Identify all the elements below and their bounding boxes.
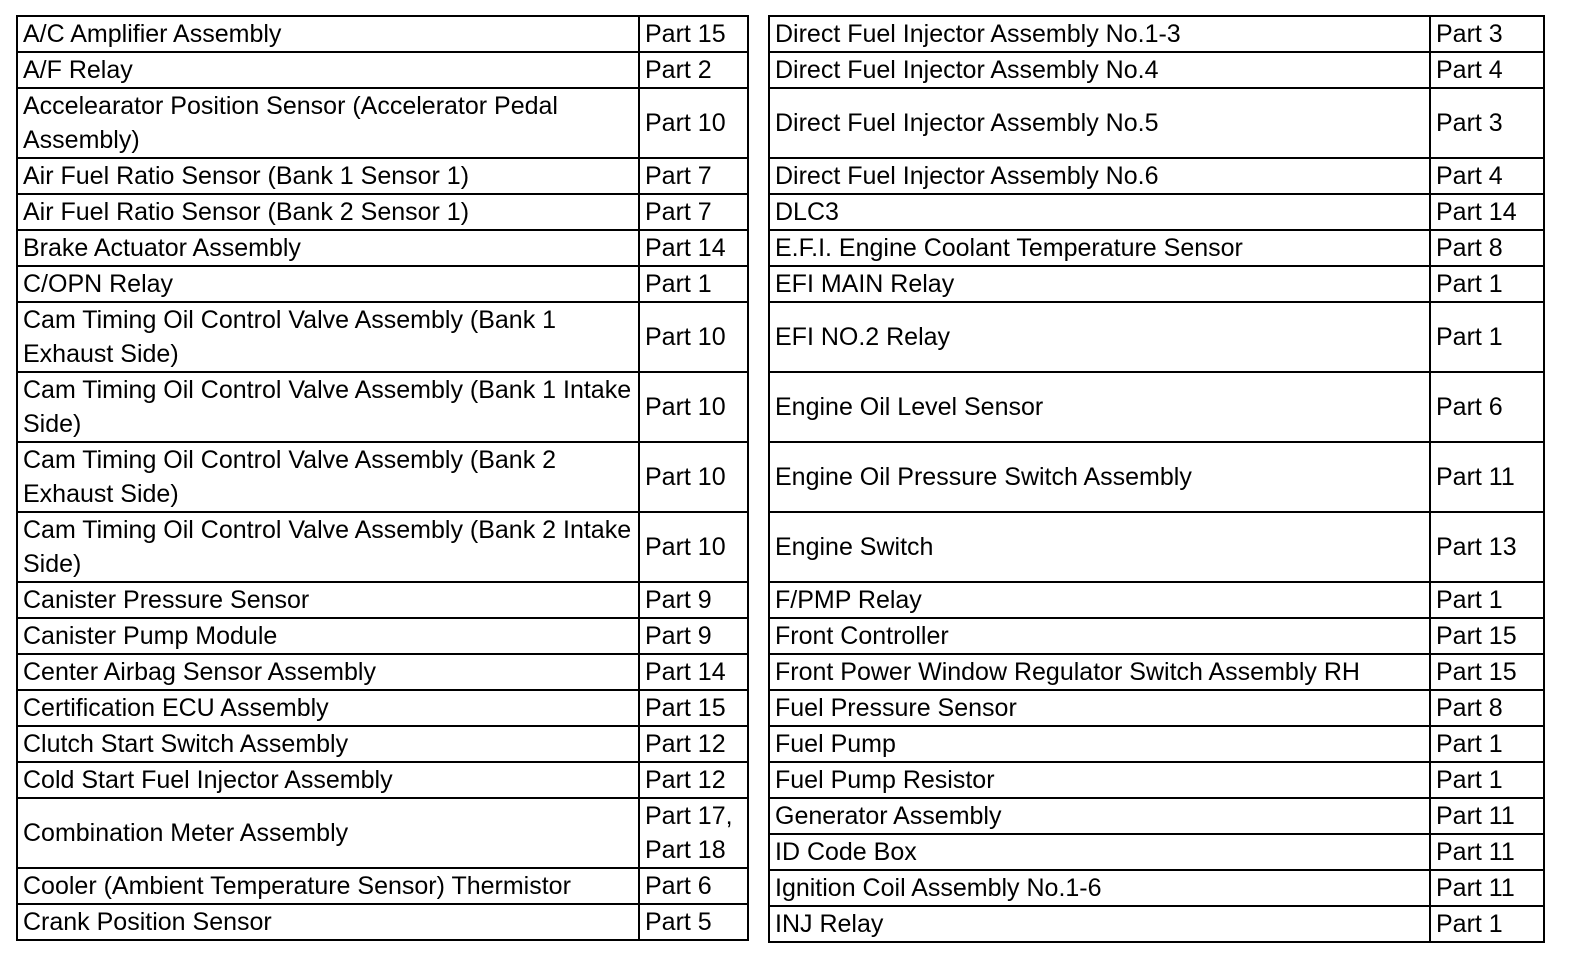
component-name: Combination Meter Assembly xyxy=(17,798,639,868)
table-row xyxy=(17,868,748,904)
component-name: Certification ECU Assembly xyxy=(17,690,639,726)
table-row xyxy=(769,906,1544,942)
part-reference: Part 8 xyxy=(1430,230,1544,266)
part-reference: Part 6 xyxy=(639,868,748,904)
part-reference: Part 10 xyxy=(639,512,748,582)
table-row xyxy=(17,798,748,868)
part-reference: Part 7 xyxy=(639,158,748,194)
table-row xyxy=(17,618,748,654)
part-reference: Part 1 xyxy=(1430,726,1544,762)
table-row xyxy=(769,230,1544,266)
table-row xyxy=(769,762,1544,798)
table-row xyxy=(769,512,1544,582)
part-reference: Part 14 xyxy=(1430,194,1544,230)
part-reference: Part 14 xyxy=(639,654,748,690)
part-reference: Part 15 xyxy=(1430,654,1544,690)
component-name: A/F Relay xyxy=(17,52,639,88)
table-row xyxy=(17,762,748,798)
table-row xyxy=(17,512,748,582)
left-parts-table xyxy=(16,15,749,941)
table-row xyxy=(769,582,1544,618)
component-name: Clutch Start Switch Assembly xyxy=(17,726,639,762)
component-name: DLC3 xyxy=(769,194,1430,230)
component-name: Canister Pump Module xyxy=(17,618,639,654)
component-name: Fuel Pump xyxy=(769,726,1430,762)
component-name: Fuel Pressure Sensor xyxy=(769,690,1430,726)
table-row xyxy=(17,904,748,940)
part-reference: Part 10 xyxy=(639,372,748,442)
table-row xyxy=(17,16,748,52)
component-name: Engine Oil Level Sensor xyxy=(769,372,1430,442)
component-name: Cam Timing Oil Control Valve Assembly (Bank 1 Exhaust Side) xyxy=(17,302,639,372)
table-row xyxy=(769,194,1544,230)
component-name: Fuel Pump Resistor xyxy=(769,762,1430,798)
part-reference: Part 3 xyxy=(1430,88,1544,158)
part-reference: Part 9 xyxy=(639,582,748,618)
component-name: Air Fuel Ratio Sensor (Bank 2 Sensor 1) xyxy=(17,194,639,230)
component-name: Front Power Window Regulator Switch Assembly RH xyxy=(769,654,1430,690)
component-name: C/OPN Relay xyxy=(17,266,639,302)
part-reference: Part 14 xyxy=(639,230,748,266)
component-name: Center Airbag Sensor Assembly xyxy=(17,654,639,690)
part-reference: Part 15 xyxy=(639,690,748,726)
part-reference: Part 1 xyxy=(639,266,748,302)
table-row xyxy=(17,582,748,618)
part-reference: Part 10 xyxy=(639,442,748,512)
part-reference: Part 12 xyxy=(639,762,748,798)
table-row xyxy=(769,618,1544,654)
part-reference: Part 7 xyxy=(639,194,748,230)
part-reference: Part 13 xyxy=(1430,512,1544,582)
table-row xyxy=(769,52,1544,88)
table-row xyxy=(17,690,748,726)
part-reference: Part 11 xyxy=(1430,442,1544,512)
part-reference: Part 4 xyxy=(1430,158,1544,194)
part-reference: Part 3 xyxy=(1430,16,1544,52)
part-reference: Part 15 xyxy=(1430,618,1544,654)
component-name: Brake Actuator Assembly xyxy=(17,230,639,266)
component-name: EFI MAIN Relay xyxy=(769,266,1430,302)
component-name: Ignition Coil Assembly No.1-6 xyxy=(769,870,1430,906)
table-row xyxy=(17,302,748,372)
part-reference: Part 1 xyxy=(1430,582,1544,618)
component-name: Generator Assembly xyxy=(769,798,1430,834)
part-reference: Part 10 xyxy=(639,88,748,158)
part-reference: Part 1 xyxy=(1430,266,1544,302)
component-name: Accelearator Position Sensor (Accelerator Pedal Assembly) xyxy=(17,88,639,158)
component-name: F/PMP Relay xyxy=(769,582,1430,618)
table-row xyxy=(769,690,1544,726)
table-row xyxy=(17,230,748,266)
table-row xyxy=(17,372,748,442)
part-reference: Part 2 xyxy=(639,52,748,88)
component-name: Cold Start Fuel Injector Assembly xyxy=(17,762,639,798)
component-name: Cam Timing Oil Control Valve Assembly (Bank 2 Intake Side) xyxy=(17,512,639,582)
part-reference: Part 6 xyxy=(1430,372,1544,442)
table-row xyxy=(769,870,1544,906)
table-row xyxy=(17,266,748,302)
table-row xyxy=(769,442,1544,512)
part-reference: Part 4 xyxy=(1430,52,1544,88)
component-name: Cam Timing Oil Control Valve Assembly (Bank 1 Intake Side) xyxy=(17,372,639,442)
part-reference: Part 17, Part 18 xyxy=(639,798,748,868)
part-reference: Part 15 xyxy=(639,16,748,52)
part-reference: Part 1 xyxy=(1430,762,1544,798)
component-name: EFI NO.2 Relay xyxy=(769,302,1430,372)
table-row xyxy=(17,726,748,762)
table-row xyxy=(769,372,1544,442)
component-name: ID Code Box xyxy=(769,834,1430,870)
component-name: Direct Fuel Injector Assembly No.4 xyxy=(769,52,1430,88)
component-name: Direct Fuel Injector Assembly No.6 xyxy=(769,158,1430,194)
table-row xyxy=(769,726,1544,762)
component-name: Canister Pressure Sensor xyxy=(17,582,639,618)
table-row xyxy=(17,194,748,230)
table-row xyxy=(769,88,1544,158)
component-name: Engine Oil Pressure Switch Assembly xyxy=(769,442,1430,512)
part-reference: Part 11 xyxy=(1430,834,1544,870)
table-row xyxy=(769,16,1544,52)
part-reference: Part 11 xyxy=(1430,870,1544,906)
component-name: Direct Fuel Injector Assembly No.1-3 xyxy=(769,16,1430,52)
part-reference: Part 1 xyxy=(1430,302,1544,372)
part-reference: Part 8 xyxy=(1430,690,1544,726)
component-name: Direct Fuel Injector Assembly No.5 xyxy=(769,88,1430,158)
part-reference: Part 5 xyxy=(639,904,748,940)
table-row xyxy=(17,52,748,88)
table-row xyxy=(769,302,1544,372)
table-row xyxy=(17,88,748,158)
table-row xyxy=(17,654,748,690)
table-row xyxy=(17,442,748,512)
component-name: Front Controller xyxy=(769,618,1430,654)
table-row xyxy=(769,798,1544,834)
part-reference: Part 10 xyxy=(639,302,748,372)
table-row xyxy=(17,158,748,194)
component-name: Cooler (Ambient Temperature Sensor) Thermistor xyxy=(17,868,639,904)
table-row xyxy=(769,834,1544,870)
table-row xyxy=(769,266,1544,302)
part-reference: Part 11 xyxy=(1430,798,1544,834)
component-name: A/C Amplifier Assembly xyxy=(17,16,639,52)
component-name: INJ Relay xyxy=(769,906,1430,942)
part-reference: Part 9 xyxy=(639,618,748,654)
component-name: Cam Timing Oil Control Valve Assembly (Bank 2 Exhaust Side) xyxy=(17,442,639,512)
component-name: Crank Position Sensor xyxy=(17,904,639,940)
component-name: Engine Switch xyxy=(769,512,1430,582)
table-row xyxy=(769,158,1544,194)
part-reference: Part 1 xyxy=(1430,906,1544,942)
right-parts-table xyxy=(768,15,1545,943)
component-name: E.F.I. Engine Coolant Temperature Sensor xyxy=(769,230,1430,266)
table-row xyxy=(769,654,1544,690)
component-name: Air Fuel Ratio Sensor (Bank 1 Sensor 1) xyxy=(17,158,639,194)
part-reference: Part 12 xyxy=(639,726,748,762)
